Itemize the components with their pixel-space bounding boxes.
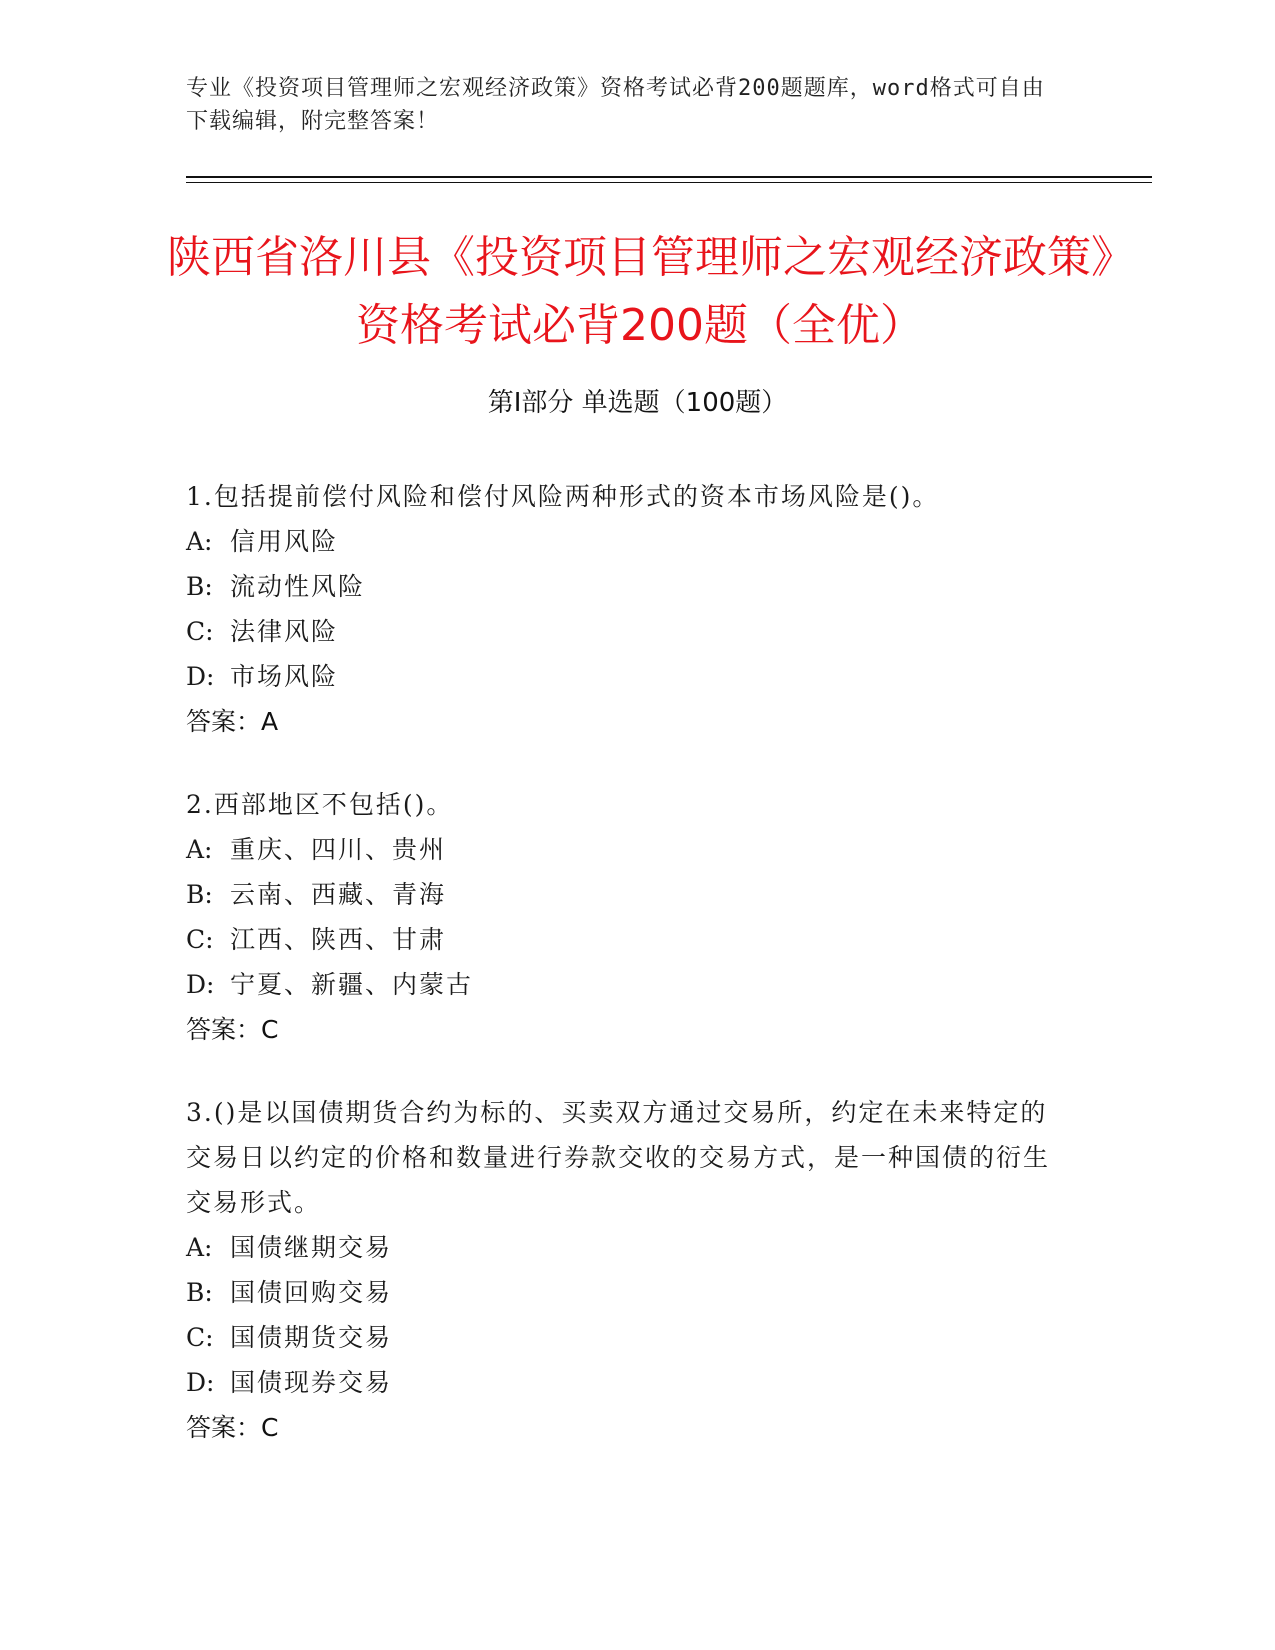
option-key: B: [186,572,213,601]
option-text: 国债回购交易 [230,1278,393,1307]
answer-line [186,1405,1066,1450]
option-key: B: [186,1278,213,1307]
option-b [186,872,1066,917]
answer-value: C [261,1015,279,1044]
option-key: C: [186,925,214,954]
option-c [186,917,1066,962]
option-c [186,609,1066,654]
option-key: C: [186,1323,214,1352]
answer-value: A [261,707,279,736]
option-text: 国债继期交易 [230,1233,393,1262]
header-note: 专业《投资项目管理师之宏观经济政策》资格考试必背200题题库，word格式可自由下载编辑，附完整答案！ [186,76,1045,134]
option-text: 云南、西藏、青海 [230,880,447,909]
option-d [186,962,1066,1007]
option-text: 法律风险 [230,617,339,646]
option-d [186,1360,1066,1405]
question-3 [186,1090,1066,1450]
question-2 [186,782,1066,1052]
option-key: A: [186,527,213,556]
option-text: 流动性风险 [230,572,366,601]
answer-line [186,1007,1066,1052]
option-key: A: [186,835,213,864]
option-key: D: [186,970,215,999]
option-c [186,1315,1066,1360]
option-d [186,654,1066,699]
option-key: C: [186,617,214,646]
answer-line [186,699,1066,744]
question-1 [186,474,1066,744]
option-key: B: [186,880,213,909]
option-text: 市场风险 [230,662,339,691]
option-a [186,1225,1066,1270]
answer-prefix: 答案： [186,707,262,736]
option-text: 信用风险 [230,527,339,556]
answer-prefix: 答案： [186,1413,262,1442]
answer-value: C [261,1413,279,1442]
option-text: 重庆、四川、贵州 [230,835,447,864]
option-a [186,827,1066,872]
question-stem: 1.包括提前偿付风险和偿付风险两种形式的资本市场风险是()。 [186,482,940,511]
header-rule-thick [186,176,1152,178]
option-a [186,519,1066,564]
option-text: 宁夏、新疆、内蒙古 [230,970,474,999]
option-text: 江西、陕西、甘肃 [230,925,447,954]
question-list [186,474,1066,1488]
option-b [186,564,1066,609]
option-key: D: [186,1368,215,1397]
document-title: 陕西省洛川县《投资项目管理师之宏观经济政策》资格考试必背200题（全优） [167,232,1113,351]
header-rule-thin [186,182,1152,183]
question-stem: 3.()是以国债期货合约为标的、买卖双方通过交易所，约定在未来特定的交易日以约定的价格和数量进行券款交收的交易方式，是一种国债的衍生交易形式。 [186,1098,1051,1217]
option-key: A: [186,1233,213,1262]
section-heading: 第Ⅰ部分 单选题（100题） [487,388,788,418]
option-text: 国债现券交易 [230,1368,393,1397]
option-b [186,1270,1066,1315]
question-stem: 2.西部地区不包括()。 [186,790,454,819]
option-key: D: [186,662,215,691]
answer-prefix: 答案： [186,1015,262,1044]
option-text: 国债期货交易 [230,1323,393,1352]
